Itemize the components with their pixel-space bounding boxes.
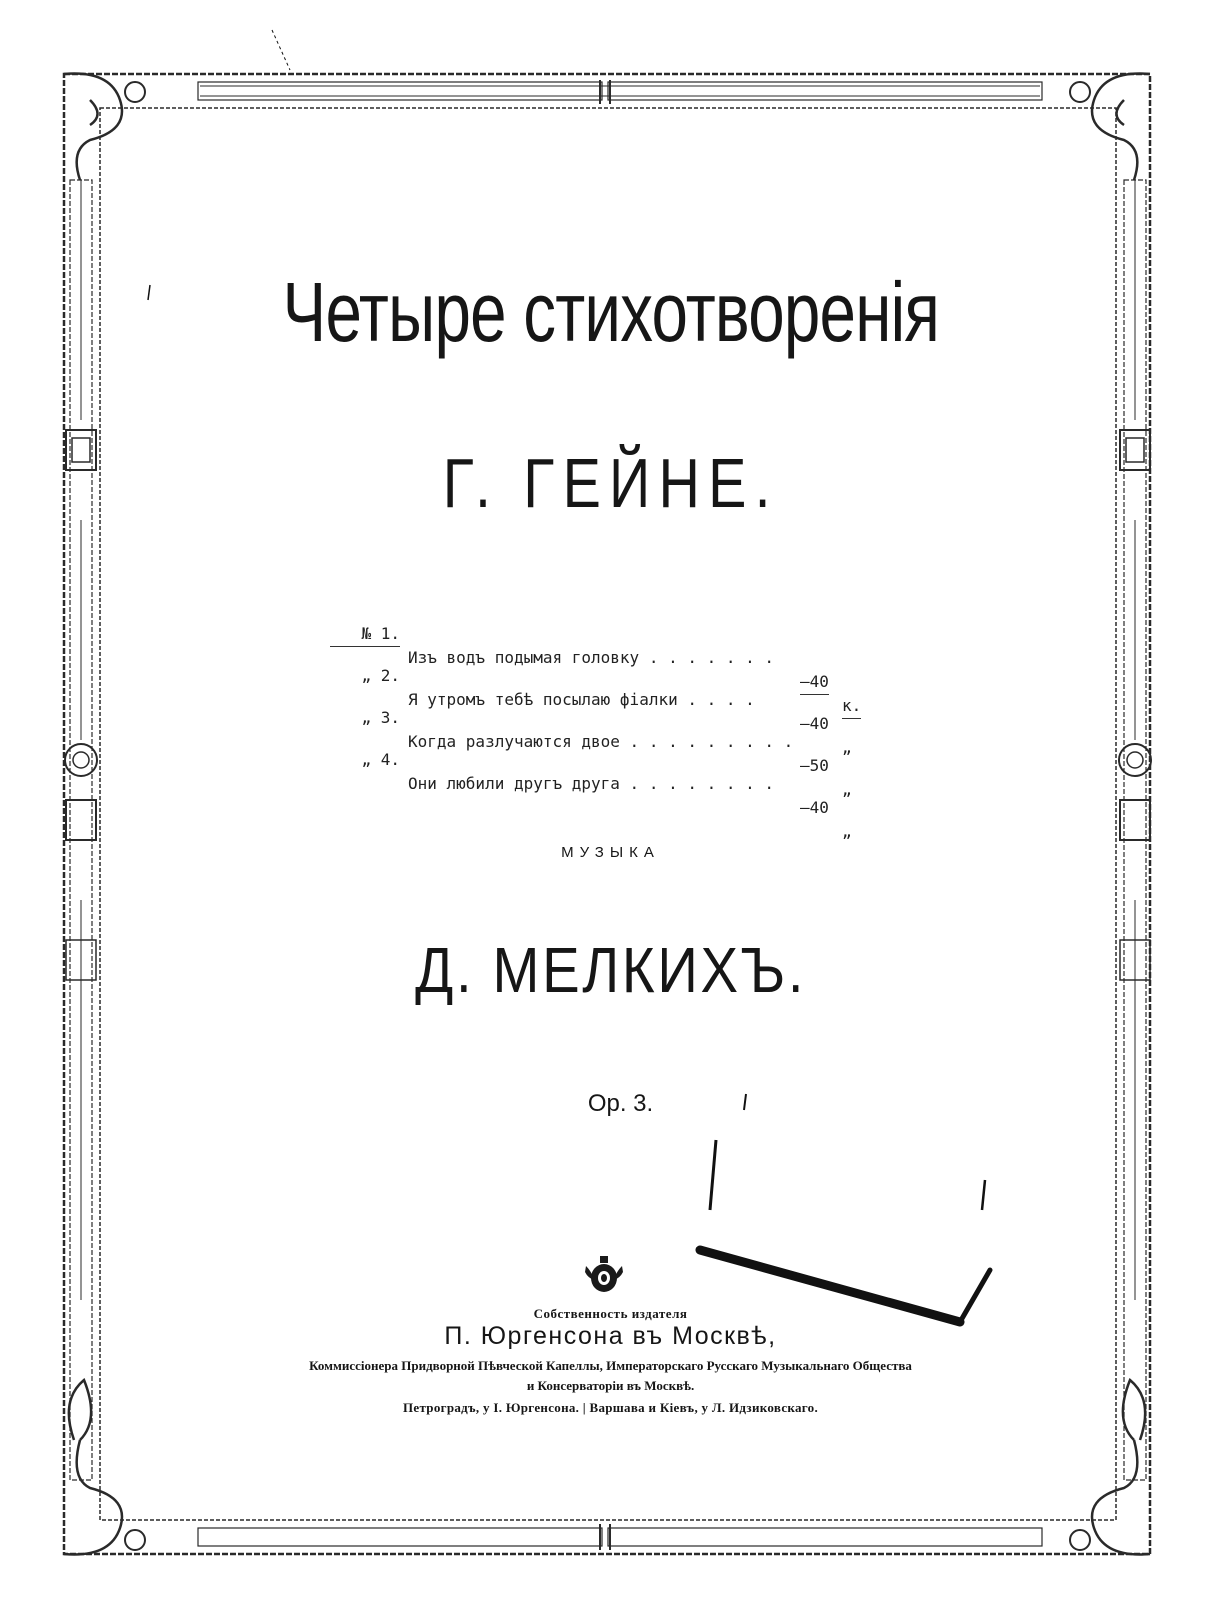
opus-number: Op. 3.	[587, 1090, 654, 1117]
imperial-eagle-icon	[582, 1254, 626, 1298]
page-title: Четыре стихотворенія	[282, 265, 940, 359]
song-list	[330, 598, 890, 841]
list-item	[330, 724, 890, 841]
publisher-details: и Консерваторіи въ Москвѣ.	[526, 1378, 695, 1393]
song-title: Они любили другъ друга . . . . . . . .	[408, 774, 775, 793]
song-price: —40	[800, 670, 829, 695]
music-label: МУЗЫКА	[561, 844, 660, 861]
song-title: Я утромъ тебѣ посылаю фіалки . . . .	[408, 690, 755, 709]
song-price: —40	[800, 798, 829, 817]
song-title: Изъ водъ подымая головку . . . . . . .	[408, 648, 775, 667]
publisher-name: П. Юргенсона въ Москвѣ,	[444, 1322, 777, 1350]
song-price: —40	[800, 714, 829, 733]
song-price: —50	[800, 756, 829, 775]
song-price-unit: к.	[842, 694, 861, 719]
song-number: „ 2.	[361, 666, 400, 685]
poet-name: Г. ГЕЙНЕ.	[442, 444, 779, 522]
publisher-details: Коммиссіонера Придворной Пѣвческой Капеллы, Императорскаго Русскаго Музыкальнаго Общества	[309, 1358, 912, 1373]
song-price-unit: „	[842, 822, 852, 841]
song-number: „ 3.	[361, 708, 400, 727]
publisher-owner-label: Собственность издателя	[533, 1306, 688, 1321]
song-title: Когда разлучаются двое . . . . . . . . .	[408, 732, 794, 751]
song-number: „ 4.	[361, 750, 400, 769]
publisher-branches: Петроградъ, у І. Юргенсона. | Варшава и Кіевъ, у Л. Идзиковскаго.	[402, 1400, 819, 1415]
song-price-unit: „	[842, 780, 852, 799]
song-price-unit: „	[842, 738, 852, 757]
song-number: № 1.	[330, 622, 400, 647]
composer-name: Д. МЕЛКИХЪ.	[415, 934, 807, 1006]
